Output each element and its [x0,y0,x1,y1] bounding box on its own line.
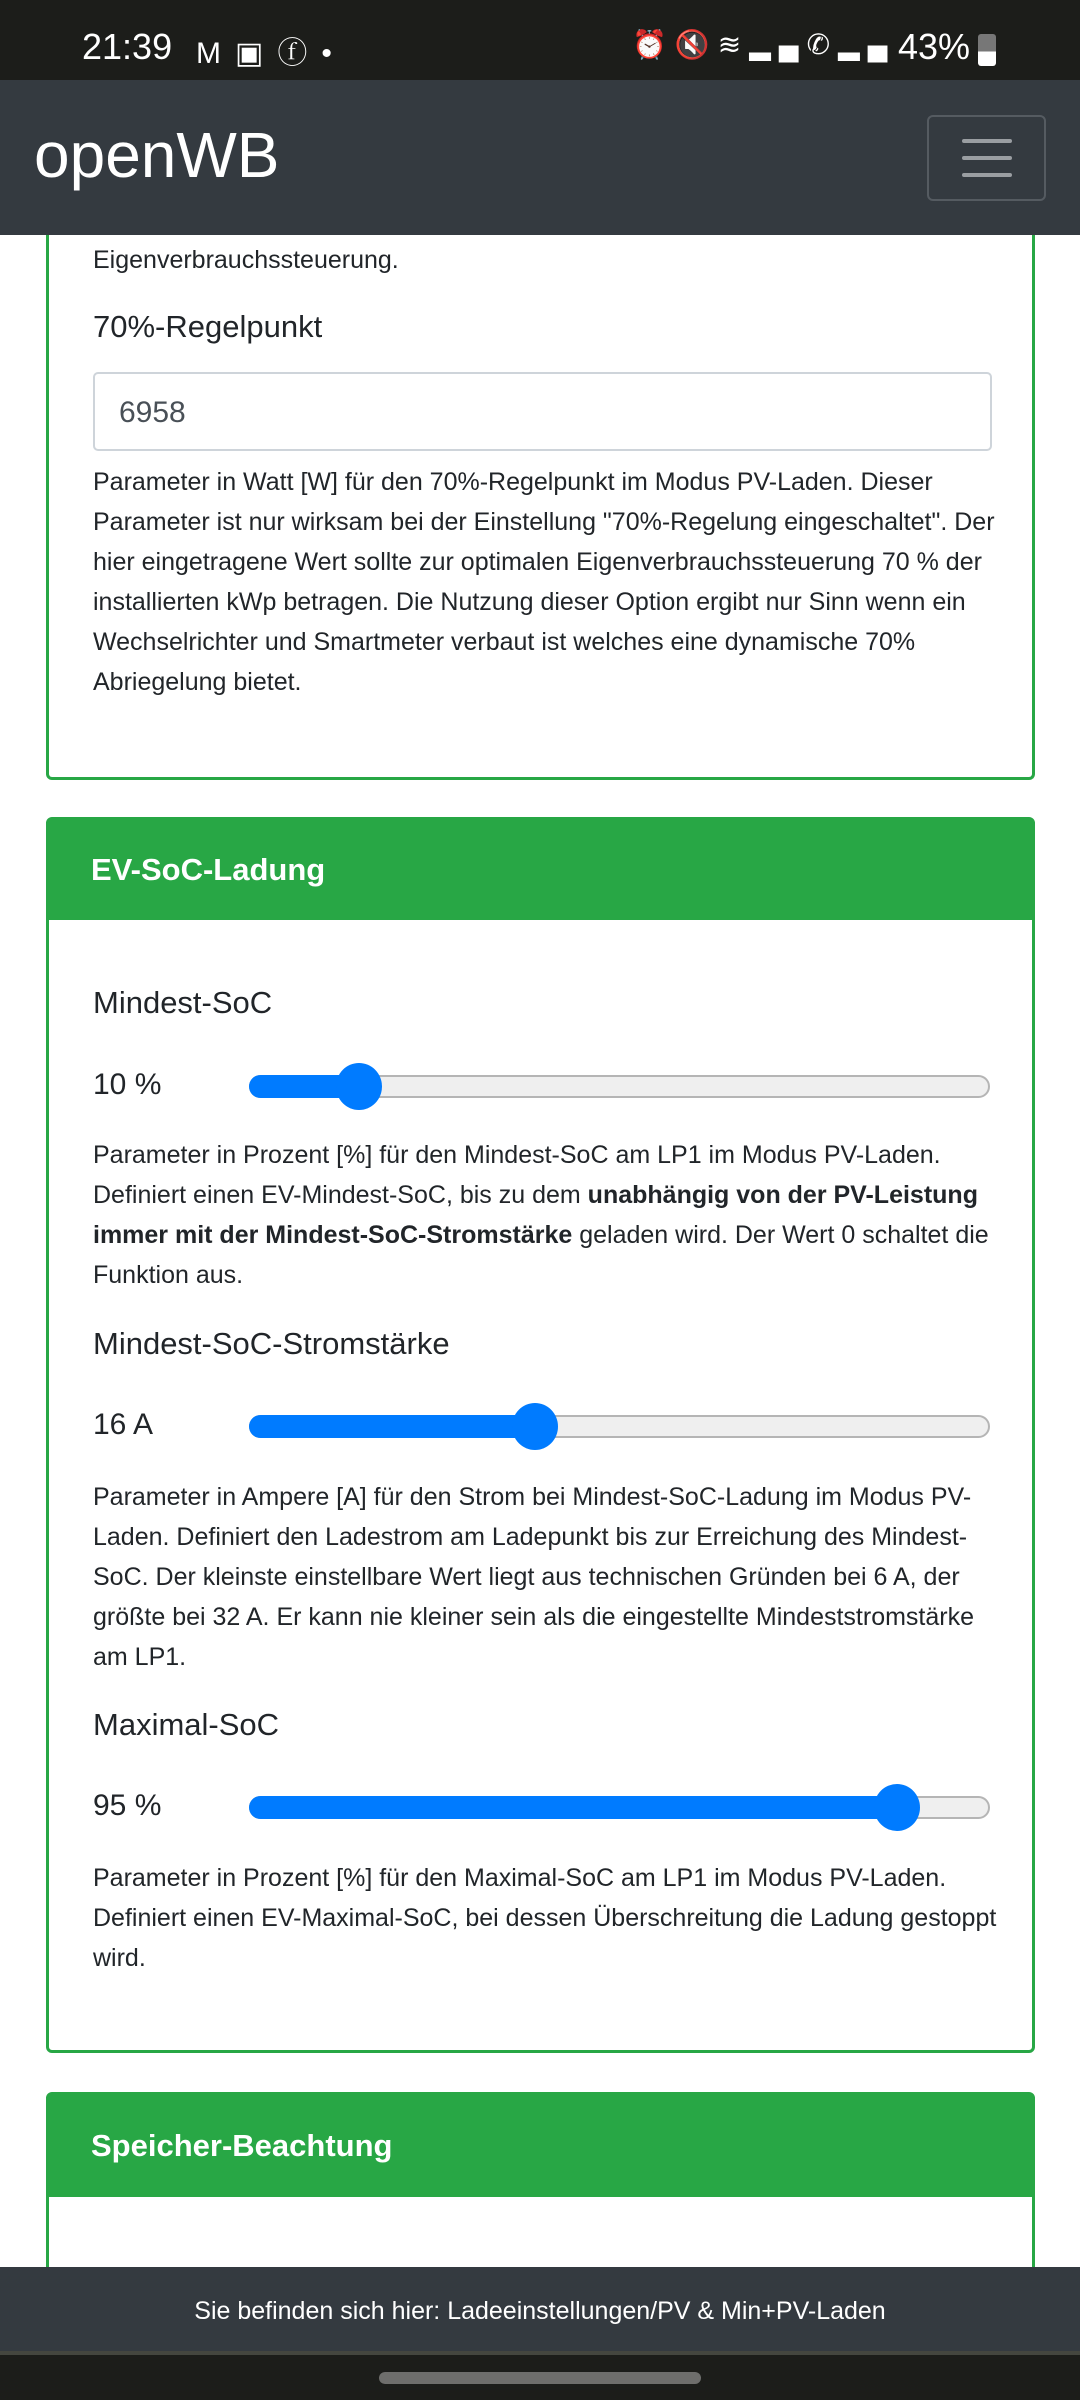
slider-thumb[interactable] [336,1063,382,1110]
battery-icon [978,34,996,66]
regelpunkt-label: 70%-Regelpunkt [93,309,323,344]
mute-icon: 🔇 [674,29,718,60]
gallery-icon: ▣ [235,37,278,70]
help-text: Parameter in Prozent [%] für den Mindest-SoC am LP1 im Modus PV-Laden. Definiert einen EV-Mindest-SoC, bis zu dem [93,1141,941,1209]
dot-icon: • [321,37,346,70]
signal-icon: ▂▄ [749,29,807,60]
card-pv-settings [46,235,1035,780]
max-soc-label: Maximal-SoC [93,1707,280,1742]
hamburger-icon-bar [962,173,1012,177]
status-time: 21:39 [82,26,173,67]
regelpunkt-help: Parameter in Watt [W] für den 70%-Regelpunkt im Modus PV-Laden. Dieser Parameter ist nur wirksam bei der Einstellung "70%-Regelung eingeschaltet". Der hier eingetragene Wert sollte zur optimalen Eigenverbrauchssteuerung 70 % der installierten kWp betragen. Die Nutzung dieser Option ergibt nur Sinn wenn ein Wechselrichter und Smartmeter verbaut ist welches eine dynamische 70% Abriegelung bietet. [93,468,995,696]
slider-thumb[interactable] [512,1403,558,1450]
card-storage [46,2092,1035,2267]
help-bold: unabhängig von der PV-Leistung immer mit der Mindest-SoC-Stromstärke [93,1181,978,1249]
gmail-icon: M [196,37,235,70]
regelpunkt-input[interactable]: 6958 [93,372,992,451]
alarm-icon: ⏰ [632,29,675,60]
brand-logo[interactable]: openWB [34,119,280,191]
system-nav-bar [0,2355,1080,2400]
battery-percent: 43% [898,26,971,67]
card-header: EV-SoC-Ladung [49,820,1032,920]
wifi-icon: ≋ [717,29,750,60]
min-soc-current-slider[interactable] [249,1415,990,1438]
signal-icon: ▂▄ [838,29,896,60]
min-soc-slider[interactable] [249,1075,990,1098]
max-soc-value: 95 % [93,1789,162,1822]
slider-fill [249,1415,533,1438]
navbar [0,80,1080,235]
help-text: geladen wird. Der Wert 0 schaltet die Funktion aus. [93,1221,989,1289]
home-gesture-handle[interactable] [379,2372,701,2384]
hamburger-icon-bar [962,156,1012,160]
max-soc-help: Parameter in Prozent [%] für den Maximal-SoC am LP1 im Modus PV-Laden. Definiert einen EV-Maximal-SoC, bei dessen Überschreitung die Ladung gestoppt wird. [93,1864,997,1972]
notification-icons [196,28,346,72]
wifi-call-icon: ✆ [806,29,839,60]
facebook-icon: ⓕ [277,37,322,70]
page-content [0,235,1080,2267]
max-soc-slider[interactable] [249,1796,990,1819]
menu-toggle-button[interactable] [927,115,1046,201]
min-soc-current-value: 16 A [93,1408,154,1441]
system-icons [632,28,895,61]
min-soc-current-help: Parameter in Ampere [A] für den Strom bei Mindest-SoC-Ladung im Modus PV-Laden. Definiert den Ladestrom am Ladepunkt bis zur Erreichung des Mindest-SoC. Der kleinste einstellbare Wert liegt aus technischen Gründen bei 6 A, der größte bei 32 A. Er kann nie kleiner sein als die eingestellte Mindeststromstärke am LP1. [93,1483,975,1671]
hamburger-icon [962,139,1012,143]
help-text-tail: Eigenverbrauchssteuerung. [93,246,399,274]
breadcrumb-footer: Sie befinden sich hier: Ladeeinstellungen/PV & Min+PV-Laden [0,2267,1080,2355]
card-header: Speicher-Beachtung [49,2095,1032,2197]
slider-fill [249,1796,895,1819]
min-soc-value: 10 % [93,1068,162,1101]
status-bar [0,0,1080,80]
min-soc-current-label: Mindest-SoC-Stromstärke [93,1326,450,1361]
min-soc-label: Mindest-SoC [93,985,273,1020]
min-soc-help [93,1135,1013,1295]
slider-thumb[interactable] [874,1784,920,1831]
card-ev-soc [46,817,1035,2053]
